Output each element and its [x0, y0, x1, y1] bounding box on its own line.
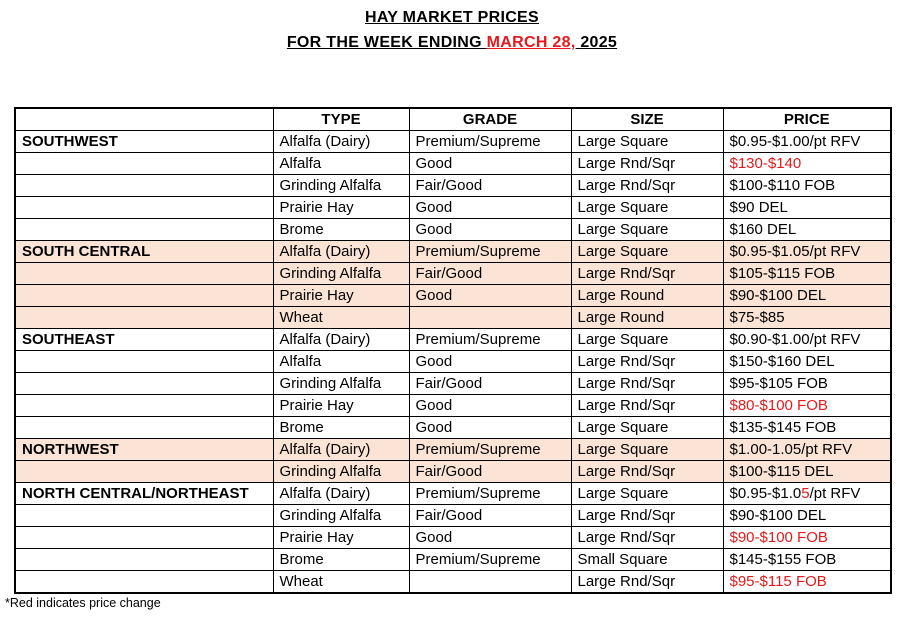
page-title-text: HAY MARKET PRICES: [364, 9, 540, 26]
grade-cell: [409, 307, 571, 329]
price-segment-changed: 5: [801, 485, 810, 502]
grade-cell: Good: [409, 351, 571, 373]
region-cell: SOUTH CENTRAL: [15, 241, 273, 263]
type-cell: Prairie Hay: [273, 527, 409, 549]
type-cell: Brome: [273, 219, 409, 241]
price-segment: $100-$115 DEL: [729, 463, 834, 480]
grade-cell: Premium/Supreme: [409, 549, 571, 571]
price-cell: [723, 439, 891, 461]
type-cell: Alfalfa: [273, 351, 409, 373]
hay-price-table: [14, 107, 892, 594]
grade-cell: Good: [409, 395, 571, 417]
region-cell: [15, 285, 273, 307]
region-cell: [15, 549, 273, 571]
type-cell: Grinding Alfalfa: [273, 461, 409, 483]
grade-cell: Good: [409, 285, 571, 307]
type-cell: Alfalfa (Dairy): [273, 329, 409, 351]
type-cell: Alfalfa: [273, 153, 409, 175]
region-cell: [15, 395, 273, 417]
table-row: [15, 175, 891, 197]
region-cell: [15, 307, 273, 329]
price-cell: [723, 461, 891, 483]
grade-cell: Good: [409, 527, 571, 549]
grade-cell: [409, 571, 571, 594]
price-cell: [723, 153, 891, 175]
price-segment: $0.90-$1.00/pt RFV: [729, 331, 861, 348]
size-cell: Large Rnd/Sqr: [571, 175, 723, 197]
table-row: [15, 351, 891, 373]
type-cell: Wheat: [273, 307, 409, 329]
region-cell: [15, 461, 273, 483]
size-cell: Large Round: [571, 307, 723, 329]
price-cell: [723, 219, 891, 241]
price-segment: $95-$105 FOB: [729, 375, 828, 392]
grade-cell: Premium/Supreme: [409, 483, 571, 505]
price-segment-changed: $130-$140: [729, 155, 802, 172]
price-segment: /pt RFV: [809, 485, 861, 502]
price-segment: $0.95-$1.0: [729, 485, 802, 502]
price-cell: [723, 329, 891, 351]
table-row: [15, 263, 891, 285]
size-cell: Large Square: [571, 219, 723, 241]
price-segment: $100-$110 FOB: [729, 177, 836, 194]
subtitle-date-highlight: MARCH 28,: [486, 34, 576, 51]
type-cell: Prairie Hay: [273, 395, 409, 417]
price-segment: $90 DEL: [729, 199, 788, 216]
region-cell: [15, 263, 273, 285]
price-cell: [723, 373, 891, 395]
price-segment-changed: $80-$100 FOB: [729, 397, 828, 414]
region-cell: NORTH CENTRAL/NORTHEAST: [15, 483, 273, 505]
table-row: [15, 483, 891, 505]
table-header-row: [15, 108, 891, 131]
table-row: [15, 571, 891, 594]
type-cell: Alfalfa (Dairy): [273, 131, 409, 153]
price-cell: [723, 241, 891, 263]
type-cell: Prairie Hay: [273, 197, 409, 219]
region-cell: [15, 351, 273, 373]
region-cell: [15, 417, 273, 439]
header-price: PRICE: [723, 108, 891, 131]
size-cell: Large Square: [571, 197, 723, 219]
size-cell: Large Rnd/Sqr: [571, 571, 723, 594]
table-row: [15, 505, 891, 527]
type-cell: Grinding Alfalfa: [273, 263, 409, 285]
type-cell: Grinding Alfalfa: [273, 373, 409, 395]
table-row: [15, 527, 891, 549]
region-cell: [15, 373, 273, 395]
table-row: [15, 197, 891, 219]
footnote: *Red indicates price change: [5, 596, 161, 610]
price-cell: [723, 571, 891, 594]
price-segment: $90-$100 DEL: [729, 287, 827, 304]
size-cell: Large Square: [571, 417, 723, 439]
header-type: TYPE: [273, 108, 409, 131]
document-header: [0, 5, 904, 55]
region-cell: [15, 197, 273, 219]
price-segment: $105-$115 FOB: [729, 265, 836, 282]
size-cell: Large Rnd/Sqr: [571, 505, 723, 527]
size-cell: Large Rnd/Sqr: [571, 351, 723, 373]
table-row: [15, 549, 891, 571]
price-segment: $75-$85: [729, 309, 785, 326]
price-cell: [723, 483, 891, 505]
price-segment: $145-$155 FOB: [729, 551, 837, 568]
size-cell: Large Square: [571, 439, 723, 461]
grade-cell: Premium/Supreme: [409, 131, 571, 153]
type-cell: Prairie Hay: [273, 285, 409, 307]
table-row: [15, 219, 891, 241]
price-segment-changed: $90-$100 FOB: [729, 529, 828, 546]
price-cell: [723, 549, 891, 571]
grade-cell: Premium/Supreme: [409, 329, 571, 351]
page-subtitle: [0, 30, 904, 55]
price-cell: [723, 307, 891, 329]
type-cell: Alfalfa (Dairy): [273, 439, 409, 461]
price-cell: [723, 285, 891, 307]
size-cell: Large Round: [571, 285, 723, 307]
region-cell: [15, 505, 273, 527]
header-region: [15, 108, 273, 131]
table-row: [15, 285, 891, 307]
grade-cell: Fair/Good: [409, 461, 571, 483]
table-row: [15, 241, 891, 263]
price-cell: [723, 505, 891, 527]
price-cell: [723, 395, 891, 417]
grade-cell: Good: [409, 219, 571, 241]
price-cell: [723, 131, 891, 153]
price-cell: [723, 351, 891, 373]
region-cell: [15, 571, 273, 594]
price-segment: $0.95-$1.05/pt RFV: [729, 243, 861, 260]
price-segment: $90-$100 DEL: [729, 507, 827, 524]
size-cell: Large Rnd/Sqr: [571, 263, 723, 285]
size-cell: Large Rnd/Sqr: [571, 395, 723, 417]
type-cell: Alfalfa (Dairy): [273, 241, 409, 263]
region-cell: SOUTHWEST: [15, 131, 273, 153]
type-cell: Brome: [273, 549, 409, 571]
table-row: [15, 439, 891, 461]
size-cell: Large Rnd/Sqr: [571, 461, 723, 483]
size-cell: Large Square: [571, 483, 723, 505]
size-cell: Large Rnd/Sqr: [571, 373, 723, 395]
price-cell: [723, 527, 891, 549]
region-cell: SOUTHEAST: [15, 329, 273, 351]
size-cell: Small Square: [571, 549, 723, 571]
table-body: [15, 131, 891, 594]
type-cell: Alfalfa (Dairy): [273, 483, 409, 505]
size-cell: Large Rnd/Sqr: [571, 153, 723, 175]
grade-cell: Good: [409, 153, 571, 175]
grade-cell: Premium/Supreme: [409, 241, 571, 263]
price-segment: $1.00-1.05/pt RFV: [729, 441, 853, 458]
size-cell: Large Square: [571, 131, 723, 153]
grade-cell: Good: [409, 197, 571, 219]
price-segment: $150-$160 DEL: [729, 353, 835, 370]
size-cell: Large Square: [571, 329, 723, 351]
table-row: [15, 373, 891, 395]
price-segment: $160 DEL: [729, 221, 797, 238]
size-cell: Large Square: [571, 241, 723, 263]
grade-cell: Fair/Good: [409, 373, 571, 395]
price-segment-changed: $95-$115 FOB: [729, 573, 827, 590]
subtitle-suffix: 2025: [575, 34, 618, 51]
price-cell: [723, 197, 891, 219]
table-row: [15, 461, 891, 483]
type-cell: Brome: [273, 417, 409, 439]
table-row: [15, 153, 891, 175]
table-row: [15, 417, 891, 439]
region-cell: [15, 153, 273, 175]
grade-cell: Fair/Good: [409, 505, 571, 527]
size-cell: Large Rnd/Sqr: [571, 527, 723, 549]
page-title: [0, 5, 904, 30]
region-cell: [15, 527, 273, 549]
price-segment: $0.95-$1.00/pt RFV: [729, 133, 861, 150]
type-cell: Grinding Alfalfa: [273, 505, 409, 527]
price-cell: [723, 417, 891, 439]
price-cell: [723, 175, 891, 197]
grade-cell: Premium/Supreme: [409, 439, 571, 461]
region-cell: NORTHWEST: [15, 439, 273, 461]
type-cell: Wheat: [273, 571, 409, 594]
type-cell: Grinding Alfalfa: [273, 175, 409, 197]
region-cell: [15, 175, 273, 197]
header-grade: GRADE: [409, 108, 571, 131]
grade-cell: Good: [409, 417, 571, 439]
subtitle-prefix: FOR THE WEEK ENDING: [286, 34, 487, 51]
grade-cell: Fair/Good: [409, 175, 571, 197]
price-cell: [723, 263, 891, 285]
table-row: [15, 329, 891, 351]
price-segment: $135-$145 FOB: [729, 419, 837, 436]
header-size: SIZE: [571, 108, 723, 131]
grade-cell: Fair/Good: [409, 263, 571, 285]
region-cell: [15, 219, 273, 241]
table-row: [15, 131, 891, 153]
table-row: [15, 395, 891, 417]
table-row: [15, 307, 891, 329]
